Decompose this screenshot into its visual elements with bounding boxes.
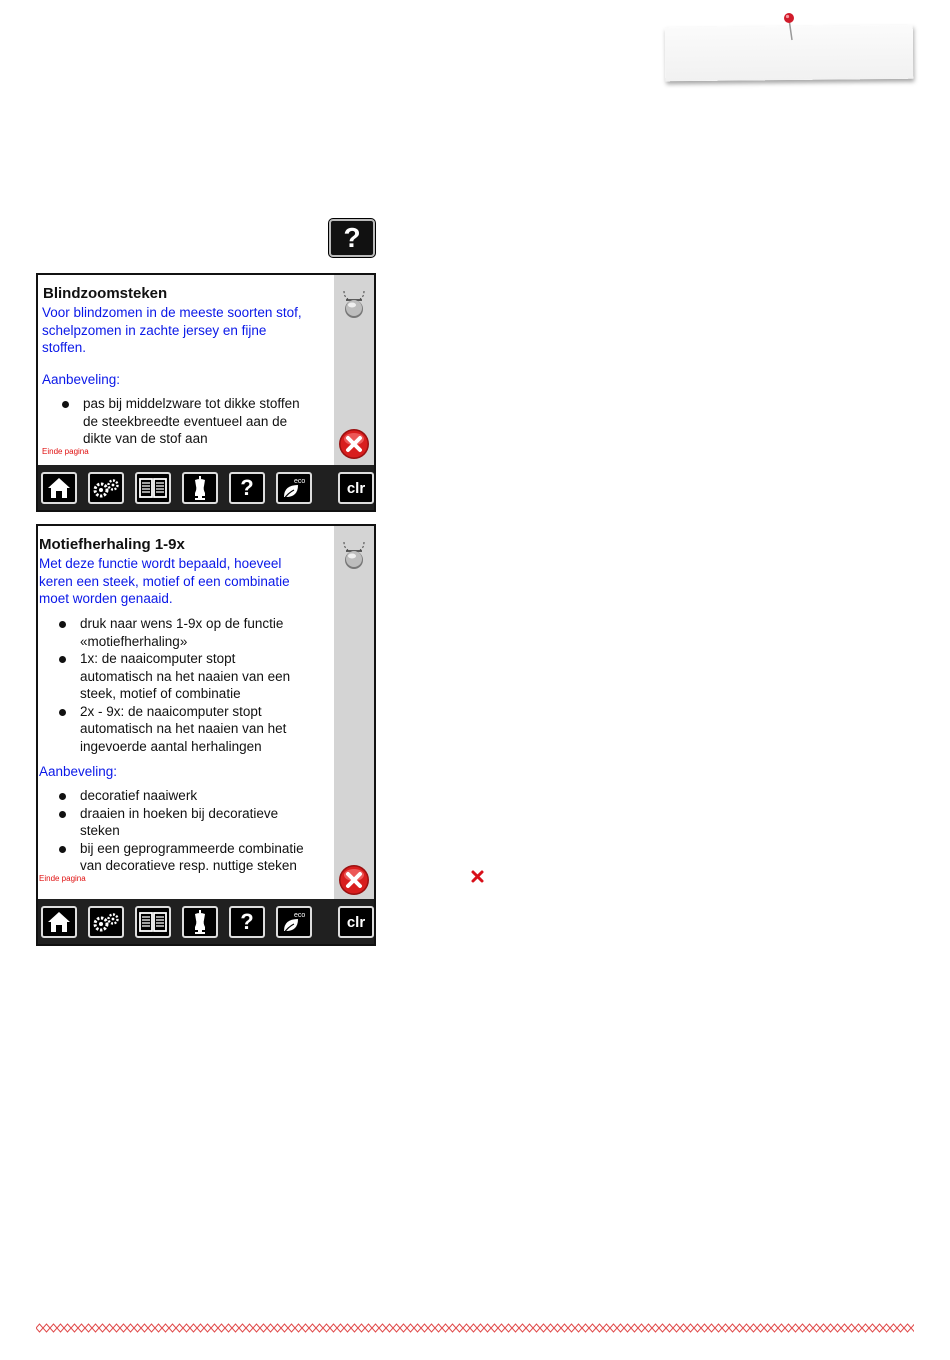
home-icon [46,910,72,934]
sewing-consultant-icon [190,909,210,935]
svg-text:eco: eco [294,912,306,919]
settings-icon [91,911,121,933]
settings-button[interactable] [88,906,124,938]
bottom-toolbar [38,899,374,944]
list-item: pas bij middelzware tot dikke stoffen de steekbreedte eventueel aan de dikte van de stof aan [41,395,334,448]
svg-text:eco: eco [294,478,306,485]
tutorial-book-icon [139,478,167,498]
list-item: druk naar wens 1-9x op de functie «motiefherhaling» [38,615,334,650]
scrollbar[interactable] [334,275,374,465]
help-title: Motiefherhaling 1-9x [39,536,185,553]
decorative-stitch-line [36,1322,914,1334]
settings-icon [91,477,121,499]
help-content [38,526,334,899]
recommendation-heading: Aanbeveling: [42,372,121,387]
clr-label: clr [346,479,366,497]
thread-spool-icon [341,538,367,572]
settings-button[interactable] [88,472,124,504]
eco-icon [280,475,308,501]
tutorial-button[interactable] [135,906,171,938]
bottom-toolbar [38,465,374,510]
help-toolbar-button[interactable] [229,906,265,938]
bullet-list [38,787,334,875]
close-icon[interactable] [338,864,370,896]
recommendation-heading: Aanbeveling: [39,764,118,779]
help-icon: ? [240,909,254,934]
eco-button[interactable] [276,472,312,504]
tutorial-button[interactable] [135,472,171,504]
clr-button[interactable] [338,906,374,938]
scrollbar[interactable] [334,526,374,899]
eco-button[interactable] [276,906,312,938]
list-item: 2x - 9x: de naaicomputer stopt automatisch na het naaien van het ingevoerde aantal herhalingen [38,703,334,756]
end-of-page-label: Einde pagina [42,447,89,456]
help-button[interactable] [329,219,375,257]
help-description: Met deze functie wordt bepaald, hoeveel keren een steek, motief of een combinatie moet worden genaaid. [39,556,290,606]
help-title: Blindzoomsteken [43,285,168,302]
sewing-consultant-button[interactable] [182,906,218,938]
pushpin-icon [780,10,800,46]
clr-button[interactable] [338,472,374,504]
help-button-label: ? [343,222,361,253]
home-button[interactable] [41,906,77,938]
list-item: 1x: de naaicomputer stopt automatisch na het naaien van een steek, motief of combinatie [38,650,334,703]
bullet-list [38,615,334,755]
eco-icon [280,909,308,935]
clr-label: clr [346,913,366,931]
red-x-icon [470,869,485,884]
help-icon: ? [240,475,254,500]
sewing-consultant-button[interactable] [182,472,218,504]
help-toolbar-button[interactable] [229,472,265,504]
bullet-list [41,395,334,448]
list-item: bij een geprogrammeerde combinatie van decoratieve resp. nuttige steken [38,840,334,875]
home-icon [46,476,72,500]
sewing-consultant-icon [190,475,210,501]
list-item: draaien in hoeken bij decoratieve steken [38,805,334,840]
home-button[interactable] [41,472,77,504]
help-screen-blindzoomsteken [36,273,376,512]
end-of-page-label: Einde pagina [39,874,86,883]
help-screen-motiefherhaling [36,524,376,946]
help-description: Voor blindzomen in de meeste soorten stof, schelpzomen in zachte jersey en fijne stoffen. [42,305,302,355]
help-content [38,275,334,465]
list-item: decoratief naaiwerk [38,787,334,805]
thread-spool-icon [341,287,367,321]
tutorial-book-icon [139,912,167,932]
close-icon[interactable] [338,428,370,460]
